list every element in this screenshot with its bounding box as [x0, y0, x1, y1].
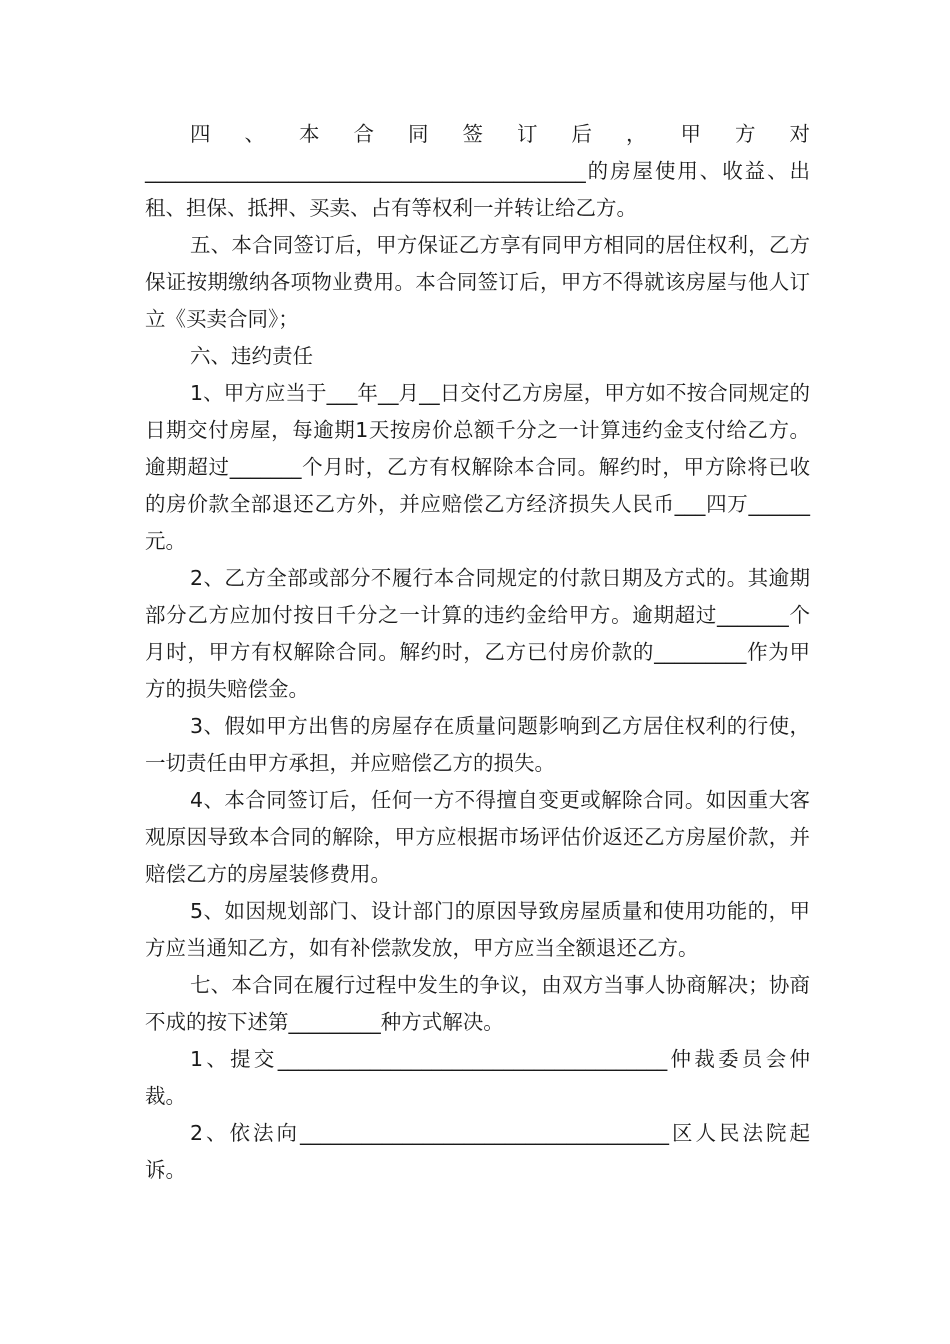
clause-6-item-5: 5、如因规划部门、设计部门的原因导致房屋质量和使用功能的，甲方应当通知乙方，如有补偿款发放，甲方应当全额退还乙方。	[145, 899, 810, 960]
clause-7-dispute-resolution: 七、本合同在履行过程中发生的争议，由双方当事人协商解决；协商不成的按下述第_________种方式解决。	[145, 973, 810, 1034]
clause-6-item-4: 4、本合同签订后，任何一方不得擅自变更或解除合同。如因重大客观原因导致本合同的解除，甲方应根据市场评估价返还乙方房屋价款，并赔偿乙方的房屋装修费用。	[145, 788, 810, 886]
clause-7-option-2-court: 2、依法向____________________________________区人民法院起诉。	[145, 1121, 810, 1182]
clause-4-property-rights-transfer: 四、本合同签订后，甲方对___________________________________________的房屋使用、收益、出租、担保、抵押、买卖、占有等权利一并转让给乙方。	[145, 122, 810, 220]
clause-5-residence-rights: 五、本合同签订后，甲方保证乙方享有同甲方相同的居住权利，乙方保证按期缴纳各项物业费用。本合同签订后，甲方不得就该房屋与他人订立《买卖合同》；	[145, 233, 810, 331]
clause-6-heading-breach: 六、违约责任	[190, 344, 313, 368]
clause-6-item-3: 3、假如甲方出售的房屋存在质量问题影响到乙方居住权利的行使，一切责任由甲方承担，并应赔偿乙方的损失。	[145, 714, 810, 775]
clause-6-item-2: 2、乙方全部或部分不履行本合同规定的付款日期及方式的。其逾期部分乙方应加付按日千分之一计算的违约金给甲方。逾期超过_______个月时，甲方有权解除合同。解约时，乙方已付房价款的_________作为甲方的损失赔偿金。	[145, 566, 810, 701]
contract-body	[145, 116, 810, 1189]
clause-6-item-1: 1、甲方应当于___年__月__日交付乙方房屋，甲方如不按合同规定的日期交付房屋，每逾期1天按房价总额千分之一计算违约金支付给乙方。逾期超过_______个月时，乙方有权解除本合同。解约时，甲方除将已收的房价款全部退还乙方外，并应赔偿乙方经济损失人民币___四万______元。	[145, 381, 810, 553]
clause-7-option-1-arbitration: 1、提交______________________________________仲裁委员会仲裁。	[145, 1047, 810, 1108]
